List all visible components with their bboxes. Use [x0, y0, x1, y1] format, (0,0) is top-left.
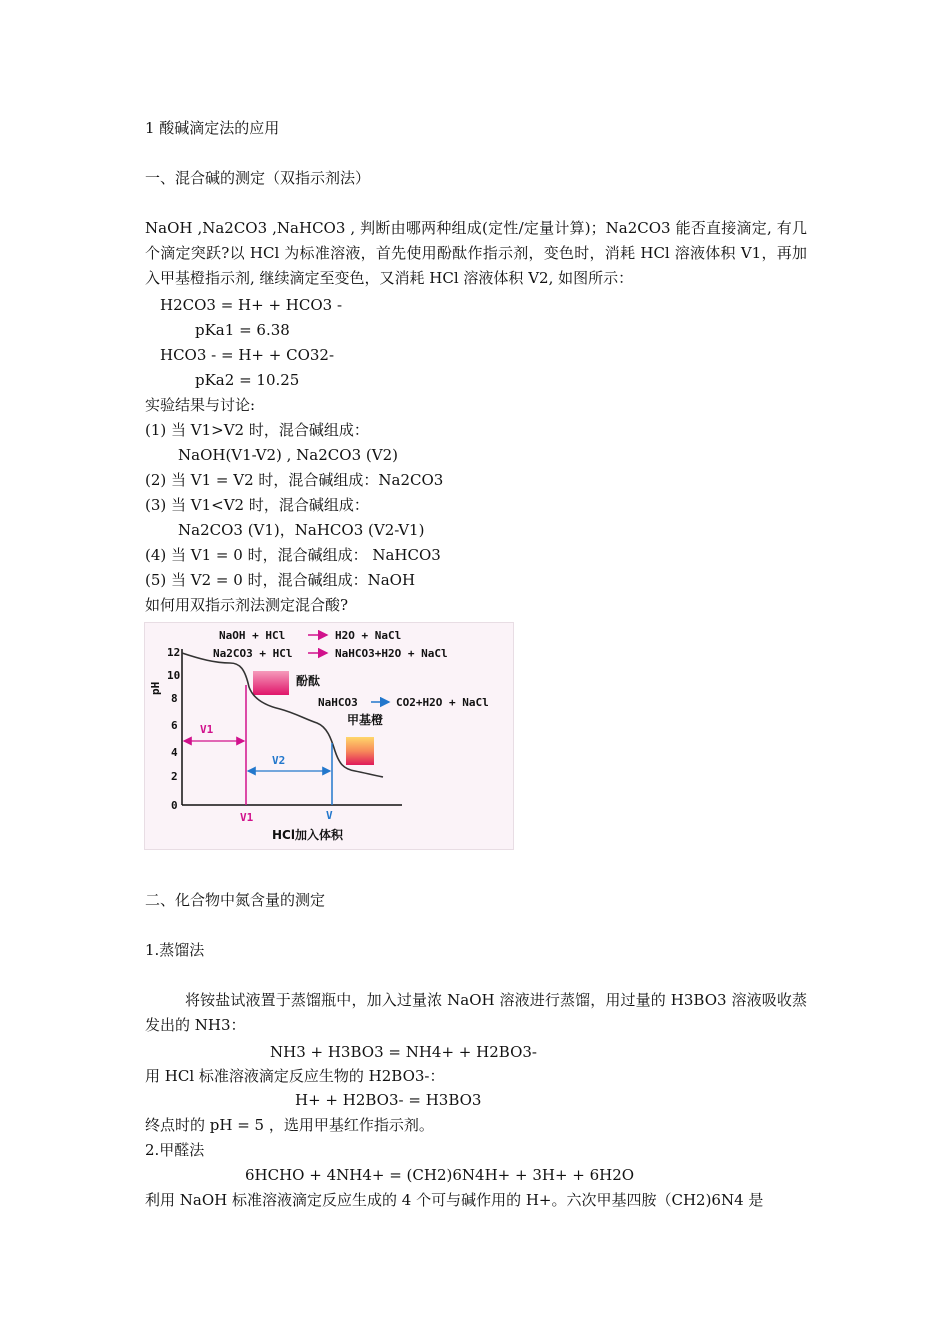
distillation-method-text: 将铵盐试液置于蒸馏瓶中，加入过量浓 NaOH 溶液进行蒸馏，用过量的 H3BO3 溶液吸收蒸发出的 NH3： [145, 991, 807, 1034]
indicator1-label: 酚酞 [296, 674, 321, 688]
case-5: (5) 当 V2 = 0 时，混合碱组成：NaOH [145, 571, 416, 589]
distillation-method-title: 1.蒸馏法 [145, 941, 205, 959]
document-heading: 1 酸碱滴定法的应用 [145, 119, 280, 137]
y-tick-2: 2 [171, 770, 178, 783]
y-tick-4: 4 [171, 746, 178, 759]
titration-curve-figure [144, 622, 514, 850]
y-tick-10: 10 [167, 669, 181, 682]
y-tick-8: 8 [171, 692, 178, 705]
case-3: (3) 当 V1<V2 时，混合碱组成： [145, 496, 369, 514]
y-tick-0: 0 [171, 799, 178, 812]
methyl-orange-swatch [346, 737, 374, 765]
case-3-composition: Na2CO3 (V1)，NaHCO3 (V2-V1) [178, 521, 425, 539]
reaction1-right: H2O + NaCl [335, 629, 402, 642]
case-1-composition: NaOH(V1-V2) , Na2CO3 (V2) [178, 446, 398, 464]
phenolphthalein-swatch [253, 671, 289, 695]
y-tick-6: 6 [171, 719, 178, 732]
equation-nh3-h3bo3: NH3 + H3BO3 = NH4+ + H2BO3- [270, 1043, 537, 1061]
titration-curve-svg [145, 623, 513, 849]
x-mark-v1: V1 [240, 811, 254, 824]
mixed-acid-question: 如何用双指示剂法测定混合酸? [145, 596, 349, 614]
equation-hcho: 6HCHO + 4NH4+ = (CH2)6N4H+ + 3H+ + 6H2O [245, 1166, 635, 1184]
equation-h2bo3: H+ + H2BO3- = H3BO3 [295, 1091, 482, 1109]
naoh-titration-line: 利用 NaOH 标准溶液滴定反应生成的 4 个可与碱作用的 H+。六次甲基四胺（CH2)6N4 是 [145, 1191, 764, 1209]
x-mark-v: V [326, 809, 333, 822]
reaction2-right: NaHCO3+H2O + NaCl [335, 647, 448, 660]
formaldehyde-method-title: 2.甲醛法 [145, 1141, 205, 1159]
reaction3-right: CO2+H2O + NaCl [396, 696, 489, 709]
case-2: (2) 当 V1 = V2 时，混合碱组成：Na2CO3 [145, 471, 444, 489]
reaction2-left: Na2CO3 + HCl [213, 647, 293, 660]
pka1-value: pKa1 = 6.38 [195, 321, 290, 339]
indicator2-label: 甲基橙 [347, 713, 384, 727]
reaction3-left: NaHCO3 [318, 696, 358, 709]
v1-span-label: V1 [200, 723, 214, 736]
endpoint-line: 终点时的 pH = 5 ，选用甲基红作指示剂。 [145, 1116, 434, 1134]
equation-hco3: HCO3 - = H+ + CO32- [160, 346, 335, 364]
results-title: 实验结果与讨论: [145, 396, 256, 414]
y-axis-label: pH [149, 681, 162, 695]
case-1: (1) 当 V1>V2 时，混合碱组成： [145, 421, 369, 439]
v2-span-label: V2 [272, 754, 286, 767]
reaction1-left: NaOH + HCl [219, 629, 286, 642]
section1-intro: NaOH ,Na2CO3 ,NaHCO3 , 判断由哪两种组成(定性/定量计算)；Na2CO3 能否直接滴定, 有几个滴定突跃?以 HCl 为标准溶液，首先使用酚酞作指示剂，变色时，消耗 HCl 溶液体积 V1，再加入甲基橙指示剂, 继续滴定至变色，又消耗 HCl 溶液体积 V2, 如图所示： [145, 219, 807, 287]
equation-h2co3: H2CO3 = H+ + HCO3 - [160, 296, 343, 314]
section1-title: 一、混合碱的测定（双指示剂法） [145, 169, 371, 187]
y-ticks [167, 646, 180, 812]
y-tick-12: 12 [167, 646, 181, 659]
pka2-value: pKa2 = 10.25 [195, 371, 300, 389]
section2-title: 二、化合物中氮含量的测定 [145, 891, 326, 909]
x-axis-label: HCl加入体积 [272, 828, 343, 842]
case-4: (4) 当 V1 = 0 时，混合碱组成： NaHCO3 [145, 546, 441, 564]
hcl-titration-line: 用 HCl 标准溶液滴定反应生物的 H2BO3-： [145, 1067, 445, 1085]
